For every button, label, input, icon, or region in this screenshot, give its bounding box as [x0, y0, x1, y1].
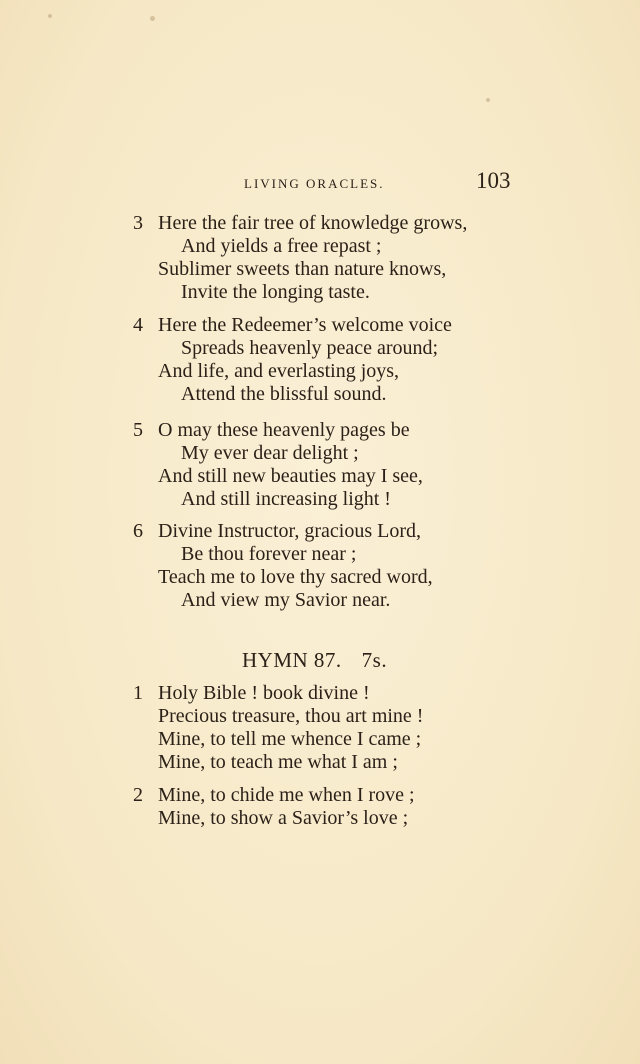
hymn-meter: 7s.	[361, 648, 388, 672]
verse-line: Invite the longing taste.	[181, 281, 370, 303]
verse-line: Holy Bible ! book divine !	[158, 682, 370, 704]
verse-line: O may these heavenly pages be	[158, 419, 410, 441]
verse-line: Mine, to show a Savior’s love ;	[158, 807, 409, 829]
verse-line: And yields a free repast ;	[181, 235, 382, 257]
foxing-spot	[150, 16, 155, 21]
verse-line: Mine, to tell me whence I came ;	[158, 728, 422, 750]
verse-line: Be thou forever near ;	[181, 543, 357, 565]
verse-line: Mine, to teach me what I am ;	[158, 751, 398, 773]
stanza-number: 4	[133, 314, 143, 336]
verse-line: Spreads heavenly peace around;	[181, 337, 439, 359]
stanza-number: 6	[133, 520, 143, 542]
verse-line: And life, and everlasting joys,	[158, 360, 400, 382]
hymn-title: HYMN 87.	[242, 648, 342, 672]
verse-line: Mine, to chide me when I rove ;	[158, 784, 415, 806]
verse-line: And still increasing light !	[181, 488, 391, 510]
foxing-spot	[486, 98, 490, 102]
hymn-heading	[242, 648, 387, 673]
running-title: LIVING ORACLES.	[244, 176, 385, 191]
verse-line: Attend the blissful sound.	[181, 383, 387, 405]
page-number: 103	[476, 168, 511, 193]
verse-line: Teach me to love thy sacred word,	[158, 566, 433, 588]
stanza-number: 2	[133, 784, 143, 806]
verse-line: And still new beauties may I see,	[158, 465, 423, 487]
verse-line: Sublimer sweets than nature knows,	[158, 258, 447, 280]
page-header	[0, 168, 640, 198]
stanza-number: 1	[133, 682, 143, 704]
stanza-number: 5	[133, 419, 143, 441]
verse-line: Divine Instructor, gracious Lord,	[158, 520, 422, 542]
verse-line: Precious treasure, thou art mine !	[158, 705, 424, 727]
verse-line: My ever dear delight ;	[181, 442, 359, 464]
stanza-number: 3	[133, 212, 143, 234]
foxing-spot	[48, 14, 52, 18]
verse-line: Here the Redeemer’s welcome voice	[158, 314, 452, 336]
verse-line: Here the fair tree of knowledge grows,	[158, 212, 468, 234]
verse-line: And view my Savior near.	[181, 589, 391, 611]
